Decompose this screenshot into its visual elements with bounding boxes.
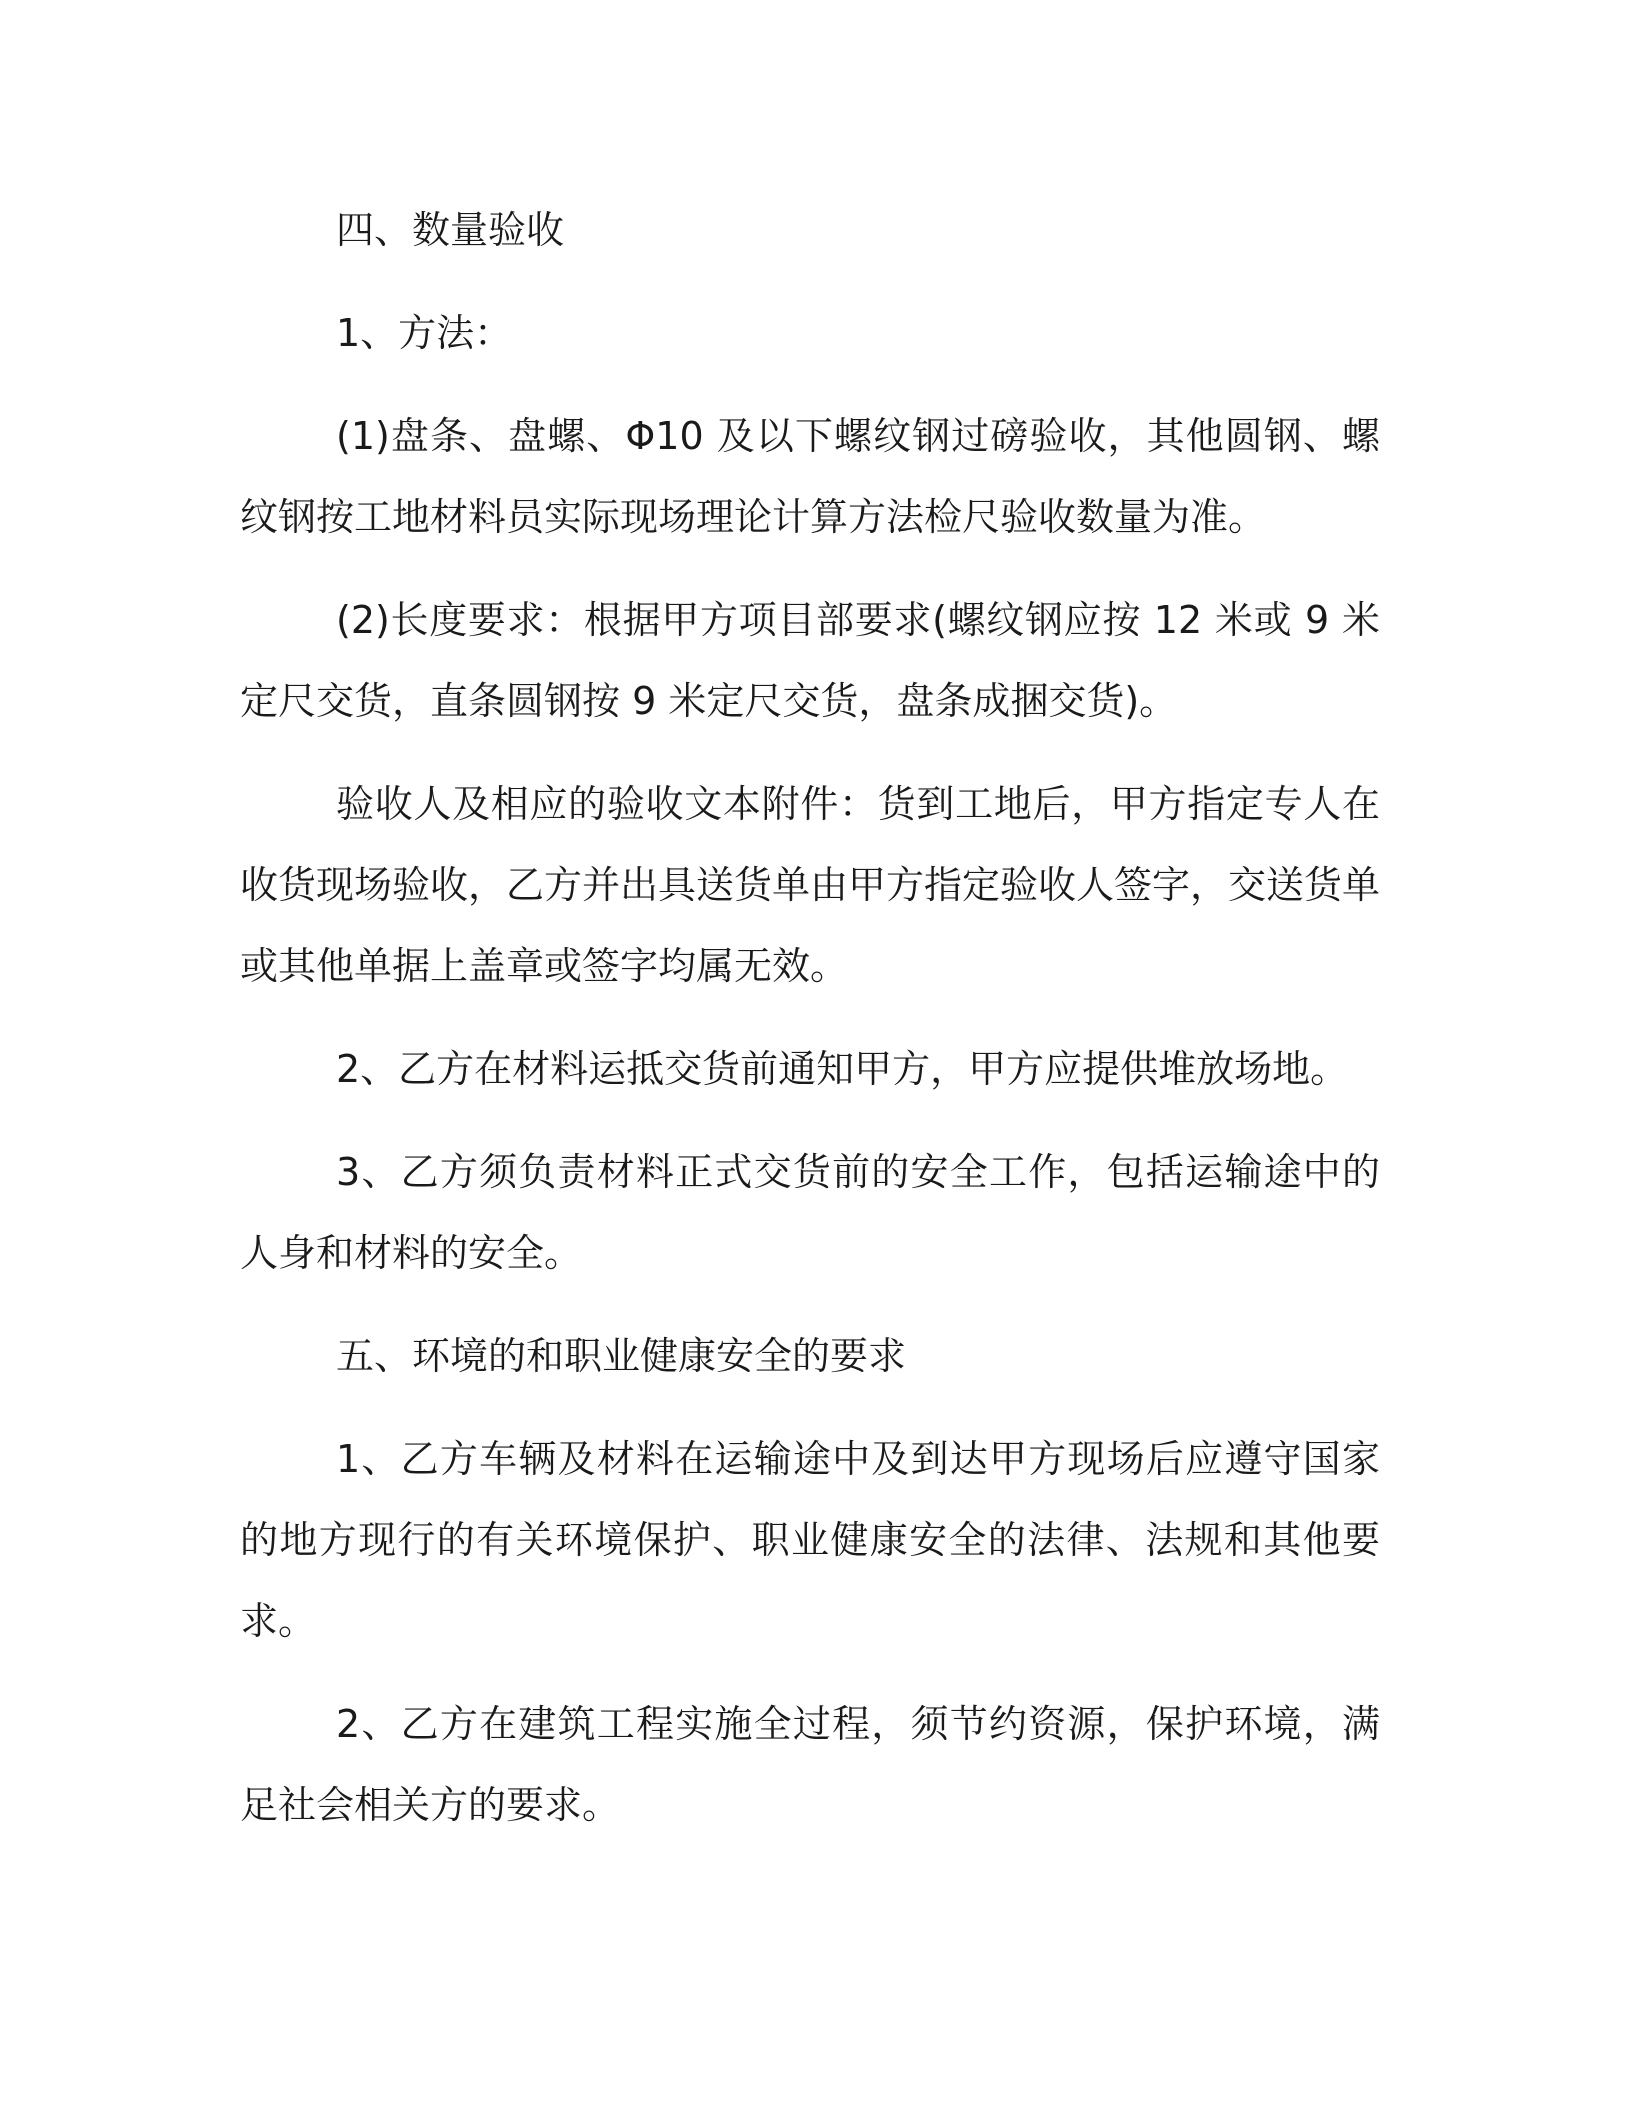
paragraph-weighing-acceptance: (1)盘条、盘螺、Φ10 及以下螺纹钢过磅验收，其他圆钢、螺纹钢按工地材料员实际现场理论计算方法检尺验收数量为准。 [240,414,1380,539]
paragraph-resource-saving: 2、乙方在建筑工程实施全过程，须节约资源，保护环境，满足社会相关方的要求。 [240,1702,1380,1827]
paragraph-acceptance-personnel: 验收人及相应的验收文本附件：货到工地后，甲方指定专人在收货现场验收，乙方并出具送货单由甲方指定验收人签字，交送货单或其他单据上盖章或签字均属无效。 [240,782,1381,988]
paragraph-transport-safety: 3、乙方须负责材料正式交货前的安全工作，包括运输途中的人身和材料的安全。 [240,1150,1380,1275]
document-page [240,190,1380,1868]
paragraph-delivery-notice: 2、乙方在材料运抵交货前通知甲方，甲方应提供堆放场地。 [336,1047,1349,1091]
subheading-method: 1、方法： [336,311,513,355]
paragraph-length-requirements: (2)长度要求：根据甲方项目部要求(螺纹钢应按 12 米或 9 米定尺交货，直条圆钢按 9 米定尺交货，盘条成捆交货)。 [240,598,1380,723]
section-heading-environment-health: 五、环境的和职业健康安全的要求 [336,1334,907,1378]
paragraph-legal-compliance: 1、乙方车辆及材料在运输途中及到达甲方现场后应遵守国家的地方现行的有关环境保护、职业健康安全的法律、法规和其他要求。 [240,1437,1380,1643]
section-heading-quantity-acceptance: 四、数量验收 [336,208,565,252]
